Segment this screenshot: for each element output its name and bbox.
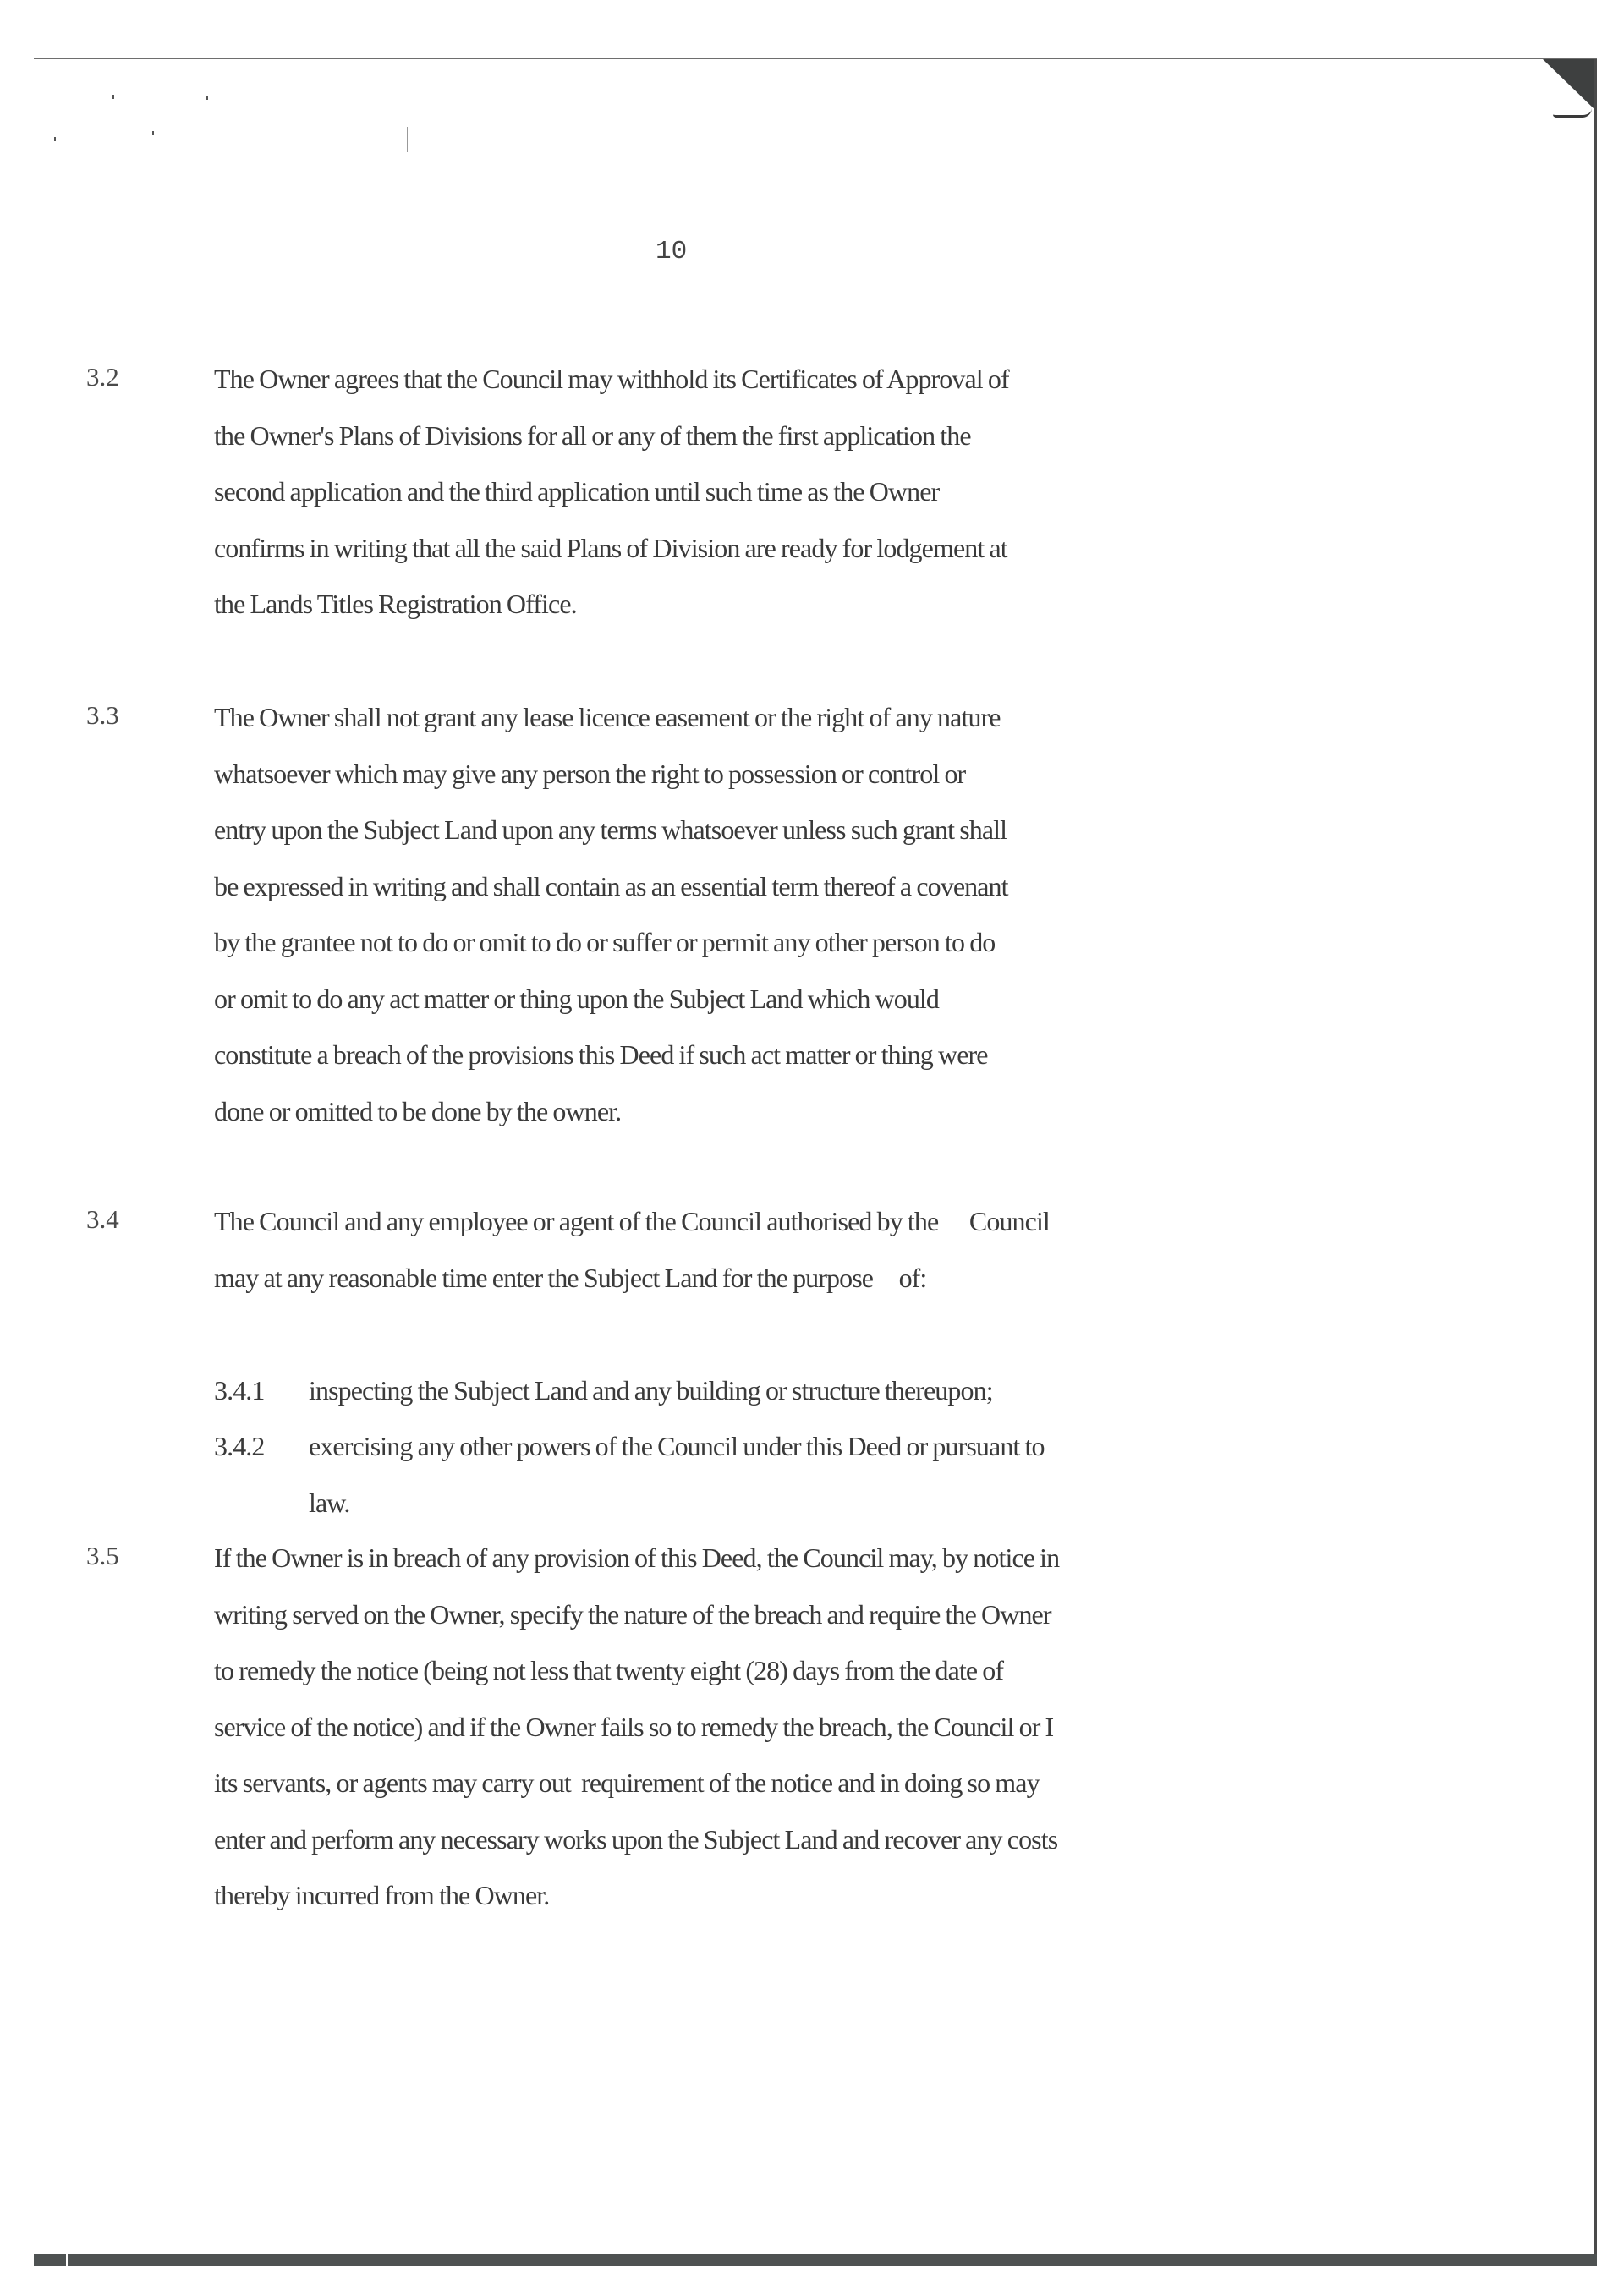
text-line: If the Owner is in breach of any provision of this Deed, the Council may, by notice in [214,1543,1060,1573]
text-line: service of the notice) and if the Owner fails so to remedy the breach, the Council or I [214,1711,1054,1742]
text-line: whatsoever which may give any person the right to possession or control or [214,758,966,789]
clause-number: 3.5 [86,1541,119,1570]
text-line: to remedy the notice (being not less that twenty eight (28) days from the date of [214,1655,1004,1685]
text-line: the Owner's Plans of Divisions for all or any of them the first application the [214,419,971,451]
scan-speck [112,95,114,99]
scan-top-edge [34,58,1597,59]
text-line: confirms in writing that all the said Plans of Division are ready for lodgement at [214,532,1007,563]
text-line: by the grantee not to do or omit to do or suffer or permit any other person to do [214,927,996,957]
clause-text [214,362,1284,644]
clause-number: 3.2 [86,362,119,392]
page-number: 10 [656,237,688,266]
clause-number: 3.3 [86,700,119,730]
subclause-number: 3.4.2 [214,1431,265,1461]
text-line: be expressed in writing and shall contain as an essential term thereof a covenant [214,870,1008,901]
text-line: law. [309,1487,350,1518]
scan-speck [407,127,408,152]
text-line: The Council and any employee or agent of the Council authorised by the Council [214,1206,1050,1236]
text-line: writing served on the Owner, specify the nature of the breach and require the Owner [214,1598,1051,1630]
text-line: or omit to do any act matter or thing upon the Subject Land which would [214,983,940,1014]
text-line: second application and the third application until such time as the Owner [214,476,940,507]
text-line: the Lands Titles Registration Office. [214,589,577,619]
text-line: inspecting the Subject Land and any building or structure thereupon; [309,1375,993,1406]
text-line: may at any reasonable time enter the Subject Land for the purpose of: [214,1262,927,1293]
scan-bottom-gap [66,2254,68,2266]
scan-speck [152,131,154,135]
scan-speck [54,137,56,141]
clause-text [214,1204,1314,1317]
text-line: constitute a breach of the provisions this Deed if such act matter or thing were [214,1039,988,1070]
scan-bottom-edge [34,2254,1597,2266]
text-line: thereby incurred from the Owner. [214,1880,550,1910]
clause-number: 3.4 [86,1204,119,1234]
text-line: entry upon the Subject Land upon any terms whatsoever unless such grant shall [214,814,1007,845]
text-line: The Owner agrees that the Council may withhold its Certificates of Approval of [214,364,1009,394]
text-line: enter and perform any necessary works upon the Subject Land and recover any costs [214,1823,1058,1855]
subclause-text [309,1429,1281,1542]
text-line: done or omitted to be done by the owner. [214,1095,622,1126]
scan-speck [206,96,208,100]
subclause-number: 3.4.1 [214,1375,265,1406]
clause-text [214,1541,1314,1935]
scan-right-edge [1594,59,1597,2258]
text-line: exercising any other powers of the Council under this Deed or pursuant to [309,1431,1045,1461]
text-line: its servants, or agents may carry out requirement of the notice and in doing so may [214,1767,1040,1798]
folded-corner [1543,59,1597,112]
text-line: The Owner shall not grant any lease licence easement or the right of any nature [214,702,1001,732]
subclause-text [309,1373,1281,1430]
clause-text [214,700,1284,1150]
folded-corner-curl [1553,108,1592,118]
